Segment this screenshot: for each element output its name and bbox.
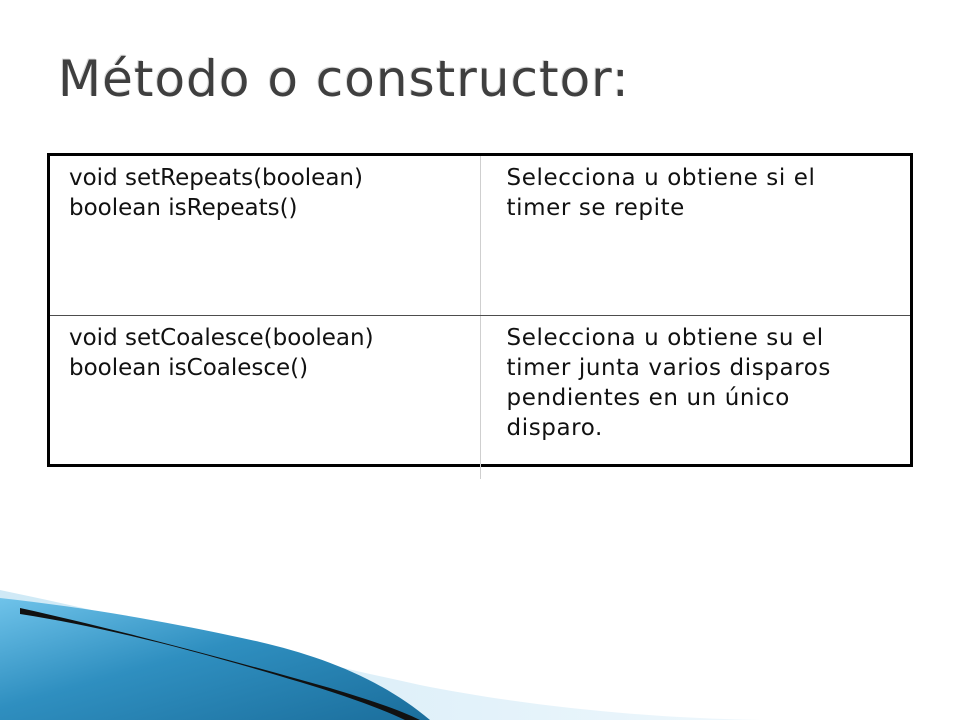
table-row [50, 156, 910, 316]
description-text: timer se repite [506, 195, 685, 221]
methods-table-grid [50, 156, 910, 479]
description-text: pendientes en un único [506, 385, 790, 411]
description-cell [480, 316, 910, 480]
method-signature: boolean isRepeats() [69, 195, 298, 221]
decorative-wave-graphic [0, 590, 960, 720]
description-text: disparo. [506, 415, 603, 441]
methods-table [47, 153, 913, 467]
method-signature: void setCoalesce(boolean) [69, 325, 374, 351]
method-signature: boolean isCoalesce() [69, 355, 309, 381]
description-text: timer junta varios disparos [506, 355, 831, 381]
method-signature: void setRepeats(boolean) [69, 165, 363, 191]
description-cell [480, 156, 910, 316]
description-text: Selecciona u obtiene su el [506, 325, 824, 351]
slide-title: Método o constructor: [58, 50, 630, 108]
method-cell [50, 156, 480, 316]
description-text: Selecciona u obtiene si el [506, 165, 816, 191]
method-cell [50, 316, 480, 480]
table-row [50, 316, 910, 480]
